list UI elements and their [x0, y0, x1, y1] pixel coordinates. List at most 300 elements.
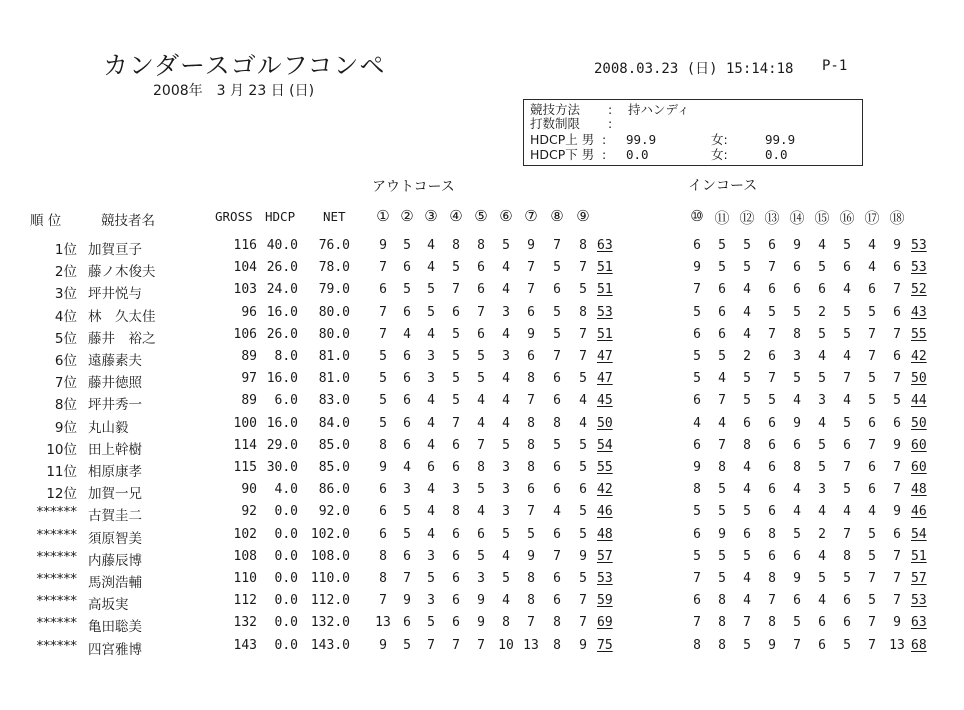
- hole-score-2: 6: [403, 260, 411, 276]
- hdcp-cell: 6.0: [274, 393, 298, 409]
- hdcp-cell: 0.0: [274, 571, 298, 586]
- info-label: HDCP上 男: [530, 132, 595, 147]
- hole-score-17: 4: [868, 504, 876, 520]
- hole-score-3: 3: [427, 593, 435, 609]
- hole-score-17: 5: [868, 593, 876, 609]
- hole-score-6: 4: [502, 393, 510, 409]
- hdcp-header: HDCP: [265, 209, 296, 224]
- hole-score-13: 7: [768, 371, 776, 387]
- in-total-cell: 60: [911, 437, 927, 453]
- info-label: 競技方法: [530, 102, 581, 117]
- hole-score-4: 6: [452, 304, 460, 320]
- hole-score-8: 5: [553, 304, 561, 320]
- hole-score-6: 3: [502, 460, 510, 475]
- hole-score-12: 5: [743, 548, 751, 564]
- hole-score-12: 5: [743, 371, 751, 387]
- player-name-cell: 藤井 裕之: [88, 330, 156, 347]
- hole-score-3: 3: [427, 349, 435, 364]
- gross-cell: 116: [233, 238, 257, 253]
- hole-score-1: 7: [379, 260, 387, 276]
- hole-score-7: 8: [527, 593, 535, 609]
- net-cell: 83.0: [318, 393, 350, 409]
- hole-score-11: 7: [718, 393, 726, 409]
- table-row: [0, 416, 964, 438]
- hole-score-7: 8: [527, 371, 535, 387]
- out-total-cell: 53: [597, 571, 613, 586]
- gross-cell: 104: [233, 260, 257, 276]
- hole-score-9: 7: [579, 615, 587, 631]
- hole-score-5: 4: [477, 393, 485, 409]
- out-total-cell: 54: [597, 437, 613, 453]
- hole-score-6: 3: [502, 504, 510, 520]
- hole-score-16: 5: [843, 415, 851, 431]
- hole-score-1: 9: [379, 238, 387, 253]
- hole-score-15: 3: [818, 393, 826, 409]
- hole-score-9: 5: [579, 437, 587, 453]
- hole-score-6: 5: [502, 526, 510, 542]
- hole-score-18: 7: [893, 326, 901, 342]
- hole-score-10: 5: [693, 304, 701, 320]
- hole-score-18: 7: [893, 460, 901, 475]
- hole-score-5: 6: [477, 260, 485, 276]
- hole-score-14: 5: [793, 304, 801, 320]
- hole-score-6: 3: [502, 304, 510, 320]
- gross-cell: 92: [241, 504, 257, 520]
- hole-score-11: 6: [718, 326, 726, 342]
- out-total-cell: 59: [597, 593, 613, 609]
- hole-score-16: 4: [843, 393, 851, 409]
- hdcp-cell: 0.0: [274, 548, 298, 564]
- hole-score-17: 7: [868, 637, 876, 653]
- hole-score-2: 5: [403, 637, 411, 653]
- hole-score-4: 5: [452, 371, 460, 387]
- hole-score-9: 6: [579, 482, 587, 498]
- hole-score-12: 2: [743, 349, 751, 364]
- table-row: [0, 238, 964, 260]
- hole-score-11: 5: [718, 349, 726, 364]
- hole-score-13: 6: [768, 460, 776, 475]
- hdcp-cell: 4.0: [274, 482, 298, 498]
- player-name-cell: 遠藤素夫: [88, 353, 142, 369]
- hole-score-10: 6: [693, 393, 701, 409]
- hole-score-14: 6: [793, 437, 801, 453]
- net-cell: 78.0: [318, 260, 350, 276]
- gross-cell: 106: [233, 326, 257, 342]
- hole-score-7: 7: [527, 260, 535, 276]
- hole-score-9: 9: [579, 637, 587, 653]
- out-total-cell: 51: [597, 282, 613, 298]
- hole-score-8: 6: [553, 393, 561, 409]
- hole-score-10: 6: [693, 593, 701, 609]
- info-separator: :: [608, 102, 613, 117]
- in-total-cell: 46: [911, 504, 927, 520]
- rank-cell: 4位: [54, 308, 77, 325]
- hole-score-2: 6: [403, 615, 411, 631]
- table-row: [0, 393, 964, 415]
- player-name-cell: 高坂実: [88, 597, 129, 614]
- out-total-cell: 63: [597, 238, 613, 253]
- hole-score-4: 6: [452, 593, 460, 609]
- in-total-cell: 51: [911, 548, 927, 564]
- hole-score-10: 6: [693, 526, 701, 542]
- hole-score-9: 5: [579, 282, 587, 298]
- hole-score-1: 6: [379, 504, 387, 520]
- in-course-label: インコース: [688, 178, 758, 194]
- hole-score-5: 5: [477, 349, 485, 364]
- hole-score-14: 4: [793, 482, 801, 498]
- hole-score-18: 6: [893, 526, 901, 542]
- table-row: [0, 460, 964, 482]
- hdcp-cell: 8.0: [274, 349, 298, 364]
- hole-score-6: 5: [502, 571, 510, 586]
- hole-score-8: 8: [553, 637, 561, 653]
- hole-score-3: 4: [427, 238, 435, 253]
- hole-score-14: 4: [793, 504, 801, 520]
- hole-score-1: 6: [379, 282, 387, 298]
- hole-score-4: 5: [452, 349, 460, 364]
- info-separator: :: [602, 132, 607, 147]
- hole-score-17: 4: [868, 260, 876, 276]
- hole-score-7: 6: [527, 349, 535, 364]
- hole-score-12: 4: [743, 571, 751, 586]
- hole-score-8: 7: [553, 548, 561, 564]
- hole-score-13: 9: [768, 637, 776, 653]
- hole-score-18: 6: [893, 304, 901, 320]
- net-cell: 112.0: [310, 593, 350, 609]
- hole-score-4: 8: [452, 238, 460, 253]
- hole-score-6: 5: [502, 238, 510, 253]
- out-total-cell: 47: [597, 349, 613, 364]
- hole-score-18: 13: [889, 637, 905, 653]
- page-number: P-1: [822, 58, 848, 74]
- hole-score-14: 6: [793, 282, 801, 298]
- gross-cell: 97: [241, 371, 257, 387]
- hole-score-14: 9: [793, 571, 801, 586]
- net-cell: 102.0: [310, 526, 350, 542]
- hole-header-17: ⑰: [864, 209, 880, 227]
- hole-score-16: 7: [843, 460, 851, 475]
- hole-score-6: 8: [502, 615, 510, 631]
- player-name-cell: 林 久太佳: [88, 308, 156, 325]
- player-name-cell: 坪井秀一: [88, 397, 142, 414]
- hole-score-11: 9: [718, 526, 726, 542]
- info-value-male: 0.0: [626, 147, 649, 162]
- hole-score-9: 4: [579, 393, 587, 409]
- hole-score-16: 4: [843, 504, 851, 520]
- hole-score-17: 7: [868, 326, 876, 342]
- hole-score-3: 4: [427, 393, 435, 409]
- hole-header-5: ⑤: [474, 207, 488, 225]
- hole-score-2: 6: [403, 371, 411, 387]
- event-date: 2008年 3 月 23 日 (日): [153, 83, 315, 99]
- hole-score-3: 5: [427, 571, 435, 586]
- player-name-cell: 加賀亘子: [88, 242, 142, 258]
- hole-score-15: 6: [818, 615, 826, 631]
- hole-score-7: 7: [527, 615, 535, 631]
- hole-score-11: 5: [718, 260, 726, 276]
- hole-score-18: 9: [893, 437, 901, 453]
- gross-cell: 96: [241, 304, 257, 320]
- hole-score-6: 4: [502, 326, 510, 342]
- gross-cell: 110: [233, 571, 257, 586]
- hole-score-9: 9: [579, 548, 587, 564]
- gross-cell: 100: [233, 415, 257, 431]
- hole-header-1: ①: [376, 207, 390, 225]
- hole-score-15: 5: [818, 260, 826, 276]
- hole-score-3: 4: [427, 482, 435, 498]
- hole-score-10: 8: [693, 482, 701, 498]
- hole-score-1: 9: [379, 637, 387, 653]
- hole-score-12: 4: [743, 282, 751, 298]
- hole-score-12: 4: [743, 593, 751, 609]
- hole-score-7: 9: [527, 548, 535, 564]
- hole-score-8: 6: [553, 571, 561, 586]
- hdcp-cell: 0.0: [274, 593, 298, 609]
- hole-score-1: 8: [379, 571, 387, 586]
- hole-score-2: 5: [403, 238, 411, 253]
- hole-score-4: 8: [452, 504, 460, 520]
- hole-score-15: 4: [818, 415, 826, 431]
- hdcp-cell: 26.0: [266, 260, 298, 276]
- player-name-cell: 四宮雅博: [88, 641, 142, 658]
- hole-score-15: 5: [818, 460, 826, 475]
- hole-header-3: ③: [424, 207, 438, 225]
- hole-score-4: 6: [452, 615, 460, 631]
- gross-cell: 90: [241, 482, 257, 498]
- hole-header-14: ⑭: [789, 209, 805, 227]
- hole-score-10: 6: [693, 238, 701, 253]
- hole-score-14: 8: [793, 460, 801, 475]
- gross-cell: 115: [233, 460, 257, 475]
- net-cell: 81.0: [318, 349, 350, 364]
- hole-score-2: 5: [403, 282, 411, 298]
- hole-score-12: 4: [743, 326, 751, 342]
- hole-score-18: 9: [893, 504, 901, 520]
- hole-score-6: 5: [502, 437, 510, 453]
- gross-cell: 89: [241, 349, 257, 364]
- rank-cell: ******: [36, 548, 77, 565]
- hole-score-16: 6: [843, 437, 851, 453]
- hole-score-5: 5: [477, 371, 485, 387]
- hole-score-2: 6: [403, 304, 411, 320]
- table-row: [0, 527, 964, 549]
- hole-score-5: 6: [477, 282, 485, 298]
- hole-score-16: 5: [843, 326, 851, 342]
- hole-header-2: ②: [400, 207, 414, 225]
- hole-score-8: 6: [553, 482, 561, 498]
- hole-score-15: 4: [818, 504, 826, 520]
- hole-score-3: 5: [427, 282, 435, 298]
- hole-score-15: 2: [818, 304, 826, 320]
- hole-score-6: 3: [502, 482, 510, 498]
- hole-header-11: ⑪: [714, 209, 730, 227]
- hole-score-12: 6: [743, 415, 751, 431]
- hole-score-1: 5: [379, 415, 387, 431]
- hole-score-7: 13: [523, 637, 539, 653]
- player-name-cell: 藤井徳照: [88, 375, 142, 392]
- gross-cell: 103: [233, 282, 257, 298]
- hole-score-13: 7: [768, 260, 776, 276]
- info-label: 打数制限: [530, 116, 581, 131]
- hole-score-1: 7: [379, 304, 387, 320]
- hole-score-18: 6: [893, 415, 901, 431]
- hole-score-6: 4: [502, 260, 510, 276]
- hole-score-5: 3: [477, 571, 485, 586]
- hole-score-5: 9: [477, 593, 485, 609]
- hole-score-8: 5: [553, 260, 561, 276]
- hole-score-16: 7: [843, 371, 851, 387]
- hole-score-15: 4: [818, 593, 826, 609]
- in-total-cell: 63: [911, 615, 927, 631]
- hole-header-10: ⑩: [690, 207, 704, 225]
- table-row: [0, 282, 964, 304]
- hole-score-6: 4: [502, 282, 510, 298]
- out-course-label: アウトコース: [372, 179, 455, 195]
- hole-score-9: 7: [579, 326, 587, 342]
- out-total-cell: 75: [597, 637, 613, 653]
- hdcp-cell: 0.0: [274, 615, 298, 631]
- hole-score-10: 7: [693, 571, 701, 586]
- hole-header-7: ⑦: [524, 207, 538, 225]
- hole-score-11: 8: [718, 615, 726, 631]
- hole-score-13: 6: [768, 415, 776, 431]
- in-total-cell: 57: [911, 571, 927, 586]
- hole-score-12: 5: [743, 238, 751, 253]
- hole-score-17: 6: [868, 282, 876, 298]
- hole-score-7: 8: [527, 437, 535, 453]
- hole-score-9: 4: [579, 415, 587, 431]
- hole-score-3: 4: [427, 260, 435, 276]
- table-row: [0, 504, 964, 526]
- hole-score-5: 9: [477, 615, 485, 631]
- hole-score-13: 5: [768, 393, 776, 409]
- hdcp-cell: 16.0: [266, 371, 298, 387]
- hdcp-cell: 16.0: [266, 304, 298, 320]
- hole-score-5: 5: [477, 482, 485, 498]
- hole-score-16: 4: [843, 282, 851, 298]
- hole-score-4: 7: [452, 637, 460, 653]
- hole-score-16: 6: [843, 593, 851, 609]
- hole-score-18: 9: [893, 238, 901, 253]
- hole-score-10: 5: [693, 504, 701, 520]
- hole-score-5: 8: [477, 238, 485, 253]
- hole-score-3: 4: [427, 415, 435, 431]
- net-cell: 85.0: [318, 460, 350, 475]
- table-row: [0, 305, 964, 327]
- hole-score-17: 5: [868, 304, 876, 320]
- hole-score-17: 6: [868, 482, 876, 498]
- hole-score-15: 4: [818, 548, 826, 564]
- rank-cell: ******: [36, 615, 77, 632]
- in-total-cell: 53: [911, 238, 927, 253]
- hole-score-4: 6: [452, 548, 460, 564]
- hole-score-3: 7: [427, 637, 435, 653]
- player-name-cell: 相原康孝: [88, 464, 142, 480]
- table-row: [0, 438, 964, 460]
- hole-score-5: 6: [477, 326, 485, 342]
- hole-score-13: 8: [768, 615, 776, 631]
- hole-score-18: 7: [893, 571, 901, 586]
- hole-score-17: 5: [868, 548, 876, 564]
- hole-score-5: 6: [477, 526, 485, 542]
- hole-score-8: 5: [553, 326, 561, 342]
- hole-header-9: ⑨: [576, 207, 590, 225]
- hole-score-13: 6: [768, 282, 776, 298]
- hole-score-14: 9: [793, 238, 801, 253]
- hole-score-13: 7: [768, 326, 776, 342]
- table-row: [0, 260, 964, 282]
- hole-score-13: 7: [768, 593, 776, 609]
- hole-header-12: ⑫: [739, 209, 755, 227]
- hole-score-11: 8: [718, 637, 726, 653]
- in-total-cell: 53: [911, 260, 927, 276]
- hole-score-17: 6: [868, 415, 876, 431]
- rank-cell: 12位: [46, 486, 77, 503]
- hole-header-4: ④: [449, 207, 463, 225]
- hole-score-11: 6: [718, 304, 726, 320]
- document-title: カンダースゴルフコンペ: [103, 51, 386, 80]
- hole-score-2: 4: [403, 460, 411, 475]
- hole-score-1: 6: [379, 482, 387, 498]
- net-cell: 110.0: [310, 571, 350, 586]
- hole-score-8: 8: [553, 615, 561, 631]
- hdcp-cell: 40.0: [266, 238, 298, 253]
- out-total-cell: 48: [597, 526, 613, 542]
- hole-score-2: 6: [403, 393, 411, 409]
- hole-score-8: 6: [553, 371, 561, 387]
- hole-score-10: 6: [693, 326, 701, 342]
- hole-score-1: 13: [375, 615, 391, 631]
- hdcp-cell: 0.0: [274, 504, 298, 520]
- hole-score-15: 2: [818, 526, 826, 542]
- gross-cell: 102: [233, 526, 257, 542]
- hole-score-11: 6: [718, 282, 726, 298]
- hole-score-5: 8: [477, 460, 485, 475]
- hole-score-17: 5: [868, 393, 876, 409]
- net-cell: 85.0: [318, 437, 350, 453]
- info-label-female: 女:: [711, 147, 728, 162]
- hole-score-14: 4: [793, 393, 801, 409]
- hole-score-6: 4: [502, 371, 510, 387]
- hole-score-16: 8: [843, 548, 851, 564]
- hole-score-16: 5: [843, 571, 851, 586]
- gross-cell: 143: [233, 637, 257, 653]
- hole-score-9: 7: [579, 260, 587, 276]
- hole-score-2: 5: [403, 504, 411, 520]
- player-name-cell: 加賀一兄: [88, 486, 142, 503]
- rank-cell: 11位: [46, 464, 77, 480]
- hole-score-6: 4: [502, 548, 510, 564]
- hole-score-4: 7: [452, 415, 460, 431]
- hole-score-1: 6: [379, 526, 387, 542]
- hole-score-10: 9: [693, 260, 701, 276]
- hole-score-5: 4: [477, 504, 485, 520]
- table-row: [0, 615, 964, 637]
- hole-score-15: 5: [818, 371, 826, 387]
- hole-score-17: 4: [868, 238, 876, 253]
- hole-score-18: 7: [893, 371, 901, 387]
- hole-score-7: 8: [527, 415, 535, 431]
- rank-cell: ******: [36, 637, 77, 654]
- hole-score-15: 4: [818, 349, 826, 364]
- rank-cell: 7位: [54, 375, 77, 392]
- hole-score-3: 4: [427, 437, 435, 453]
- hole-score-2: 6: [403, 548, 411, 564]
- in-total-cell: 43: [911, 304, 927, 320]
- hole-score-3: 3: [427, 371, 435, 387]
- hole-score-18: 6: [893, 260, 901, 276]
- hole-score-14: 5: [793, 526, 801, 542]
